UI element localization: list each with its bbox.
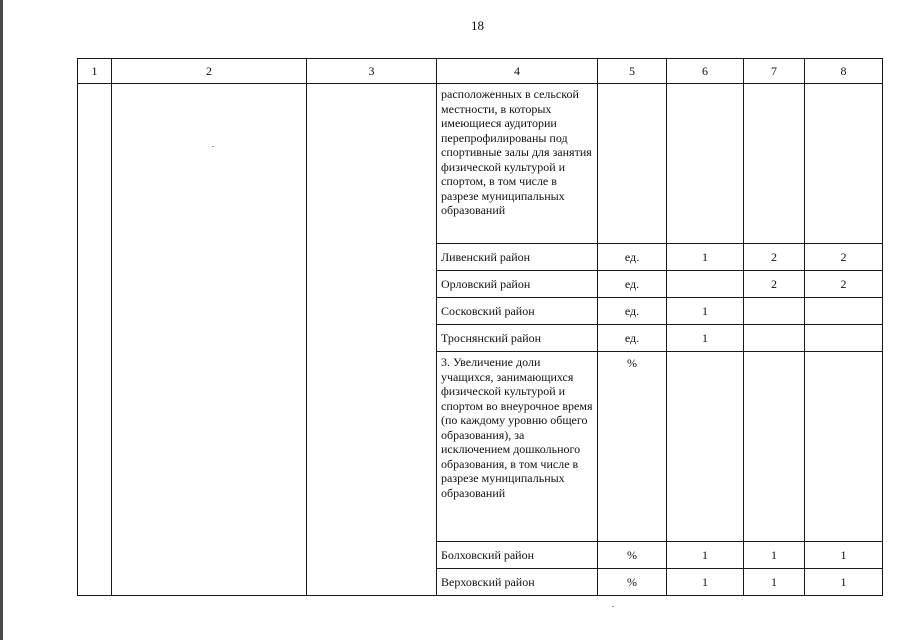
- scan-speck: [612, 606, 614, 607]
- value-cell: [744, 352, 805, 542]
- scan-speck: [212, 146, 214, 147]
- column-header: 8: [805, 59, 883, 84]
- district-name: Болховский район: [437, 542, 598, 569]
- unit-cell: ед.: [598, 271, 667, 298]
- district-name: Сосковский район: [437, 298, 598, 325]
- value-cell: [667, 352, 744, 542]
- column-header: 7: [744, 59, 805, 84]
- district-name: Троснянский район: [437, 325, 598, 352]
- value-cell: 2: [805, 244, 883, 271]
- value-cell: 2: [744, 271, 805, 298]
- value-cell: 2: [805, 271, 883, 298]
- value-cell: [667, 271, 744, 298]
- value-cell: 1: [667, 298, 744, 325]
- value-cell: [805, 84, 883, 244]
- value-cell: [744, 325, 805, 352]
- value-cell: [805, 352, 883, 542]
- value-cell: 1: [667, 244, 744, 271]
- indicator-description: 3. Увеличение доли учащихся, занимающихся физической культурой и спортом во внеурочное время (по каждому уровню общего образования), за исключением дошкольного образования, в том числе в разрезе муниципальных образований: [437, 352, 598, 542]
- page-left-edge: [0, 0, 3, 640]
- value-cell: 2: [744, 244, 805, 271]
- table-header-row: [78, 59, 883, 84]
- unit-cell: ед.: [598, 325, 667, 352]
- cell-col3-empty: [307, 84, 437, 596]
- value-cell: 1: [667, 325, 744, 352]
- indicator-description: расположенных в сельской местности, в которых имеющиеся аудитории перепрофилированы под спортивные залы для занятия физической культурой и спортом, в том числе в разрезе муниципальных образований: [437, 84, 598, 244]
- value-cell: 1: [667, 542, 744, 569]
- column-header: 4: [437, 59, 598, 84]
- value-cell: 1: [667, 569, 744, 596]
- unit-cell: ед.: [598, 298, 667, 325]
- district-name: Орловский район: [437, 271, 598, 298]
- district-name: Ливенский район: [437, 244, 598, 271]
- unit-cell: %: [598, 569, 667, 596]
- unit-cell: [598, 84, 667, 244]
- value-cell: [805, 325, 883, 352]
- column-header: 3: [307, 59, 437, 84]
- unit-cell: ед.: [598, 244, 667, 271]
- value-cell: 1: [805, 569, 883, 596]
- cell-col2-empty: [112, 84, 307, 596]
- value-cell: [805, 298, 883, 325]
- page-number: 18: [471, 18, 484, 33]
- district-name: Верховский район: [437, 569, 598, 596]
- value-cell: 1: [805, 542, 883, 569]
- indicator-table: [77, 58, 883, 596]
- value-cell: 1: [744, 569, 805, 596]
- column-header: 5: [598, 59, 667, 84]
- value-cell: [667, 84, 744, 244]
- column-header: 2: [112, 59, 307, 84]
- cell-col1-empty: [78, 84, 112, 596]
- column-header: 1: [78, 59, 112, 84]
- value-cell: [744, 298, 805, 325]
- table-row: [78, 84, 883, 244]
- unit-cell: %: [598, 542, 667, 569]
- value-cell: [744, 84, 805, 244]
- value-cell: 1: [744, 542, 805, 569]
- unit-cell: %: [598, 352, 667, 542]
- column-header: 6: [667, 59, 744, 84]
